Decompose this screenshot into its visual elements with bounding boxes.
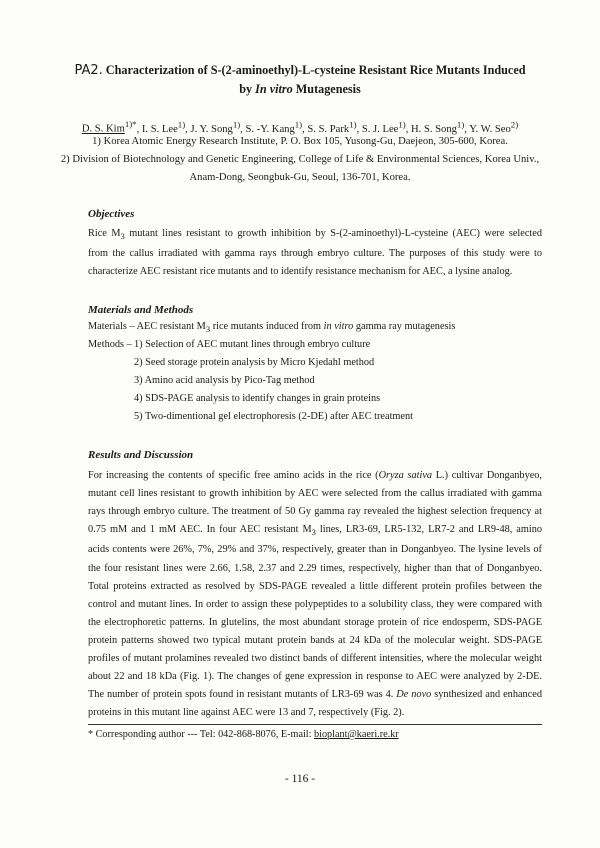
author-name: S. J. Lee	[361, 123, 399, 135]
author-affiliation-mark: 2)	[510, 119, 519, 129]
author-affiliation-mark: 1)	[398, 119, 406, 129]
methods-heading: Materials and Methods	[88, 304, 194, 316]
author-name: Y. W. Seo	[469, 123, 511, 135]
title-line-1: PA2. Characterization of S-(2-aminoethyl)-L-cysteine Resistant Rice Mutants Induced	[74, 63, 526, 78]
results-heading: Results and Discussion	[88, 449, 194, 461]
author-affiliation-mark: 1)	[232, 119, 241, 129]
footnote: * Corresponding author --- Tel: 042-868-8076, E-mail: bioplant@kaeri.re.kr	[88, 729, 399, 740]
affiliation-1: 1) Korea Atomic Energy Research Institute, P. O. Box 105, Yusong-Gu, Daejeon, 305-600, Korea.	[92, 136, 508, 147]
contact-email[interactable]: bioplant@kaeri.re.kr	[314, 729, 399, 740]
author-name: S. -Y. Kang	[245, 123, 295, 135]
author-affiliation-mark: 1)	[349, 119, 357, 129]
abstract-code: PA2.	[74, 63, 103, 78]
author-name: J. Y. Song	[190, 123, 233, 135]
author-name: I. S. Lee	[141, 123, 178, 135]
author-affiliation-mark: 1)	[177, 119, 186, 129]
results-text: For increasing the contents of specific free amino acids in the rice (Oryza sativa L.) cultivar Donganbyeo, mutant cell lines resistant to growth inhibition by AEC were selected from the callus irradiated with gamma rays through embryo culture. The treatment of 50 Gy gamma ray revealed the highest selection frequency at 0.75 mM and 1 mM AEC. In four AEC resistant $M_3$ lines, LR3-69, LR5-132, LR7-2 and LR9-48, amino acids contents were 26%, 7%, 29% and 37%, respectively, greater than in Donganbyeo. The lysine levels of the four resistant lines were 2.66, 1.58, 2.37 and 2.29 times, respectively, higher than that of Donganbyeo. Total proteins extracted as resolved by SDS-PAGE revealed a little different protein profiles between the control and mutant lines. In order to assign these polypeptides to a solubility class, they were compared with the electrophoretic patterns. In glutelins, the most abundant storage protein of rice endosperm, SDS-PAGE protein patterns showed two typical mutant protein bands at 24 kDa of the molecular weight. SDS-PAGE profiles of mutant prolamines revealed two distinct bands of different intensities, where the molecular weight about 22 and 18 kDa (Fig. 1). The changes of gene expression in response to AEC were analyzed by 2-DE. The number of protein spots found in resistant mutants of LR3-69 was 4. De novo synthesized and enhanced proteins in this mutant line against AEC were 13 and 7, respectively (Fig. 2).	[88, 470, 543, 719]
method-step-5: 5) Two-dimentional gel electrophoresis (2-DE) after AEC treatment	[134, 411, 414, 422]
paper-title	[60, 61, 540, 99]
author-name: H. S. Song	[411, 123, 457, 135]
author-affiliation-mark: 1)	[456, 119, 465, 129]
materials-line: Materials – AEC resistant $M_3$ rice mutants induced from in vitro gamma ray mutagenesis	[88, 321, 456, 335]
method-step-2: 2) Seed storage protein analysis by Micro Kjedahl method	[134, 357, 375, 368]
author-name: S. S. Park	[307, 123, 350, 135]
footnote-divider	[88, 724, 542, 725]
methods-label: Methods –	[88, 339, 132, 350]
affiliation-2: 2) Division of Biotechnology and Genetic Engineering, College of Life & Environmental Sciences, Korea Univ., Anam-Dong, Seongbuk-Gu, Seoul, 136-701, Korea.	[60, 154, 540, 183]
objectives-heading: Objectives	[88, 208, 135, 220]
author-list: D. S. Kim$^{1)*}$, I. S. Lee$^{1)}$, J. Y. Song$^{1)}$, S. -Y. Kang$^{1)}$, S. S. Park$^{1)}$, S. J. Lee$^{1)}$, H. S. Song$^{1)}$, Y. W. Seo$^{2)}$	[81, 119, 519, 135]
objectives-text: Rice $M_3$ mutant lines resistant to growth inhibition by S-(2-aminoethyl)-L-cysteine (AEC) were selected from the callus irradiated with gamma rays through embryo culture. The purposes of this study were to characterize AEC resistant rice mutants and to identify resistance mechanism for AEC, a lysine analog.	[88, 228, 542, 278]
author-affiliation-mark: 1)	[294, 119, 303, 129]
page-number: - 116 -	[284, 773, 316, 785]
method-step-1: 1) Selection of AEC mutant lines through embryo culture	[134, 339, 371, 350]
title-line-2: by In vitro Mutagenesis	[239, 82, 361, 96]
method-step-3: 3) Amino acid analysis by Pico-Tag method	[134, 375, 315, 386]
method-step-4: 4) SDS-PAGE analysis to identify changes in grain proteins	[134, 393, 381, 404]
corresponding-author: D. S. Kim	[81, 123, 125, 135]
